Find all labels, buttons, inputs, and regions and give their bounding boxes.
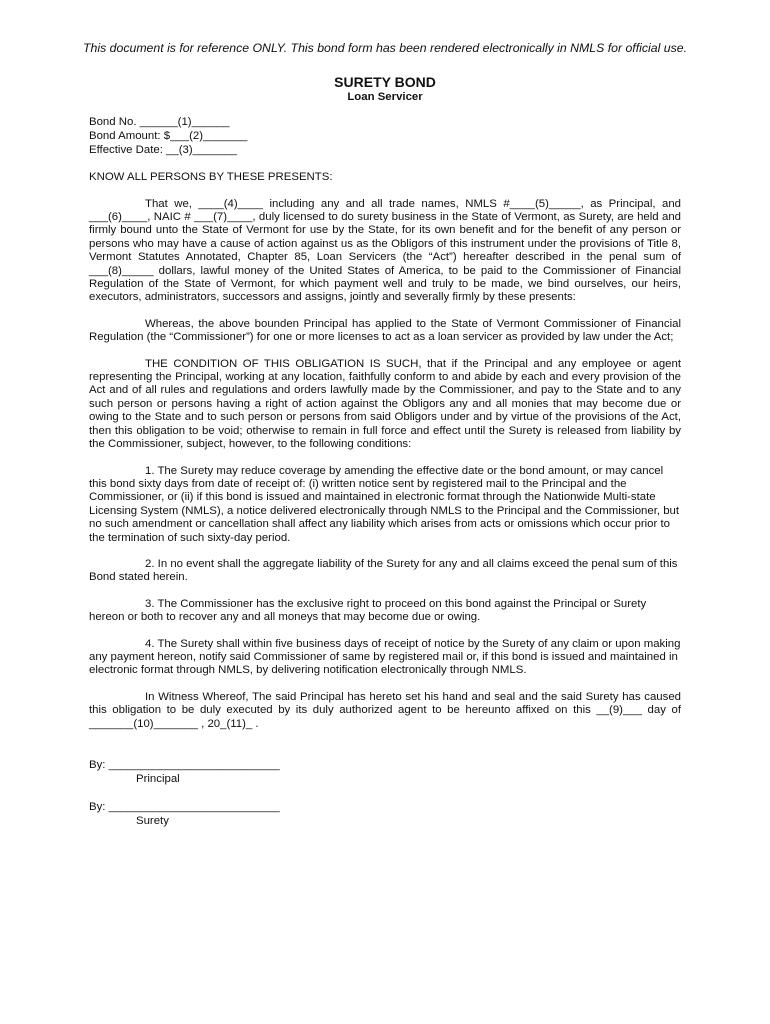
document-title: SURETY BOND: [334, 74, 436, 91]
principal-label: Principal: [136, 773, 180, 785]
bond-amount-row: [89, 130, 681, 144]
witness-text-3: , 20: [197, 717, 221, 730]
signature-section: [89, 758, 681, 828]
document-subtitle: Loan Servicer: [347, 91, 423, 104]
bond-number-field: ______(1)______: [139, 116, 230, 129]
paragraph-parties: That we, ____(4)____ including any and all trade names, NMLS #____(5)_____, as Principal, and ___(6)____, NAIC # ___(7)____, duly licensed to do surety business in the State of Vermont, as Surety, are held and firmly bound unto the State of Vermont for use by the State, for its own benefit and for the benefit of any person or persons who may have a cause of action against us as the Obligors of this instrument under the provisions of Title 8, Vermont Statutes Annotated, Chapter 85, Loan Servicers (the “Act”) hereafter described in the penal sum of ___(8)_____ dollars, lawful money of the United States of America, to be paid to the Commissioner of Financial Regulation of the State of Vermont, for which payment well and truly to be made, we bind ourselves, our heirs, executors, administrators, successors and assigns, jointly and severally firmly by these presents:: [89, 197, 681, 304]
know-all-heading: KNOW ALL PERSONS BY THESE PRESENTS:: [89, 171, 333, 184]
bond-meta: [89, 116, 681, 157]
witness-year-field: _(11)_: [220, 717, 253, 730]
effective-date-row: [89, 144, 681, 158]
witness-text-2: day of: [641, 704, 681, 717]
witness-month-field: _______(10)_______: [89, 717, 198, 730]
principal-signature-line: By: ___________________________: [89, 759, 280, 771]
condition-4: 4. The Surety shall within five business days of receipt of notice by the Surety of any claim or upon making any payment hereon, notify said Commissioner of same by registered mail or, if this bond is issued and maintained in electronic format through NMLS, by delivering notification electronically through NMLS.: [89, 637, 681, 677]
bond-amount-field: ___(2)_______: [170, 130, 248, 142]
condition-2: 2. In no event shall the aggregate liability of the Surety for any and all claims exceed the penal sum of this Bond stated herein.: [89, 557, 678, 584]
condition-1: 1. The Surety may reduce coverage by amending the effective date or the bond amount, or may cancel this bond sixty days from date of receipt of: (i) written notice sent by registered mail to the Principal and the Commissioner, or (ii) if this bond is issued and maintained in electronic format through the Nationwide Multi-state Licensing System (NMLS), a notice delivered electronically through NMLS to the Principal and the Commissioner, but no such amendment or cancellation shall affect any liability which arises from acts or omissions which occur prior to the termination of such sixty-day period.: [89, 464, 680, 544]
paragraph-condition: THE CONDITION OF THIS OBLIGATION IS SUCH, that if the Principal and any employee or agent representing the Principal, working at any location, faithfully conform to and abide by each and every provision of the Act and of all rules and regulations and orders lawfully made by the Commissioner, and pay to the State and to any such person or persons having a right of action against the Obligors any and all monies that may become due or owing to the State and to such person or persons from said Obligors under and by virtue of the provisions of the Act, then this obligation to be void; otherwise to remain in full force and effect until the Surety is released from liability by the Commissioner, subject, however, to the following conditions:: [89, 357, 681, 451]
bond-number-row: [89, 116, 681, 130]
effective-date-label: Effective Date:: [89, 143, 167, 156]
surety-signature: [89, 800, 681, 828]
witness-text-end: .: [252, 717, 259, 730]
effective-date-field: __(3)_______: [166, 143, 237, 156]
surety-label: Surety: [136, 815, 169, 827]
reference-notice: This document is for reference ONLY. This bond form has been rendered electronically in NMLS for official use.: [83, 41, 687, 55]
witness-day-field: __(9)___: [596, 704, 642, 717]
principal-signature: [89, 758, 681, 786]
paragraph-whereas: Whereas, the above bounden Principal has applied to the State of Vermont Commissioner of Financial Regulation (the “Commissioner”) for one or more licenses to act as a loan servicer as provided by law under the Act;: [89, 317, 681, 344]
condition-3: 3. The Commissioner has the exclusive right to proceed on this bond against the Principal or Surety hereon or both to recover any and all moneys that may become due or owing.: [89, 597, 647, 624]
witness-text-1: In Witness Whereof, The said Principal has hereto set his hand and seal and the said Surety has caused this obligation to be duly executed by its duly authorized agent to be hereunto affixed on this: [89, 690, 681, 717]
paragraph-witness: [89, 691, 681, 731]
bond-amount-label: Bond Amount: $: [89, 130, 171, 142]
surety-signature-line: By: ___________________________: [89, 801, 280, 813]
bond-number-label: Bond No.: [89, 116, 140, 129]
